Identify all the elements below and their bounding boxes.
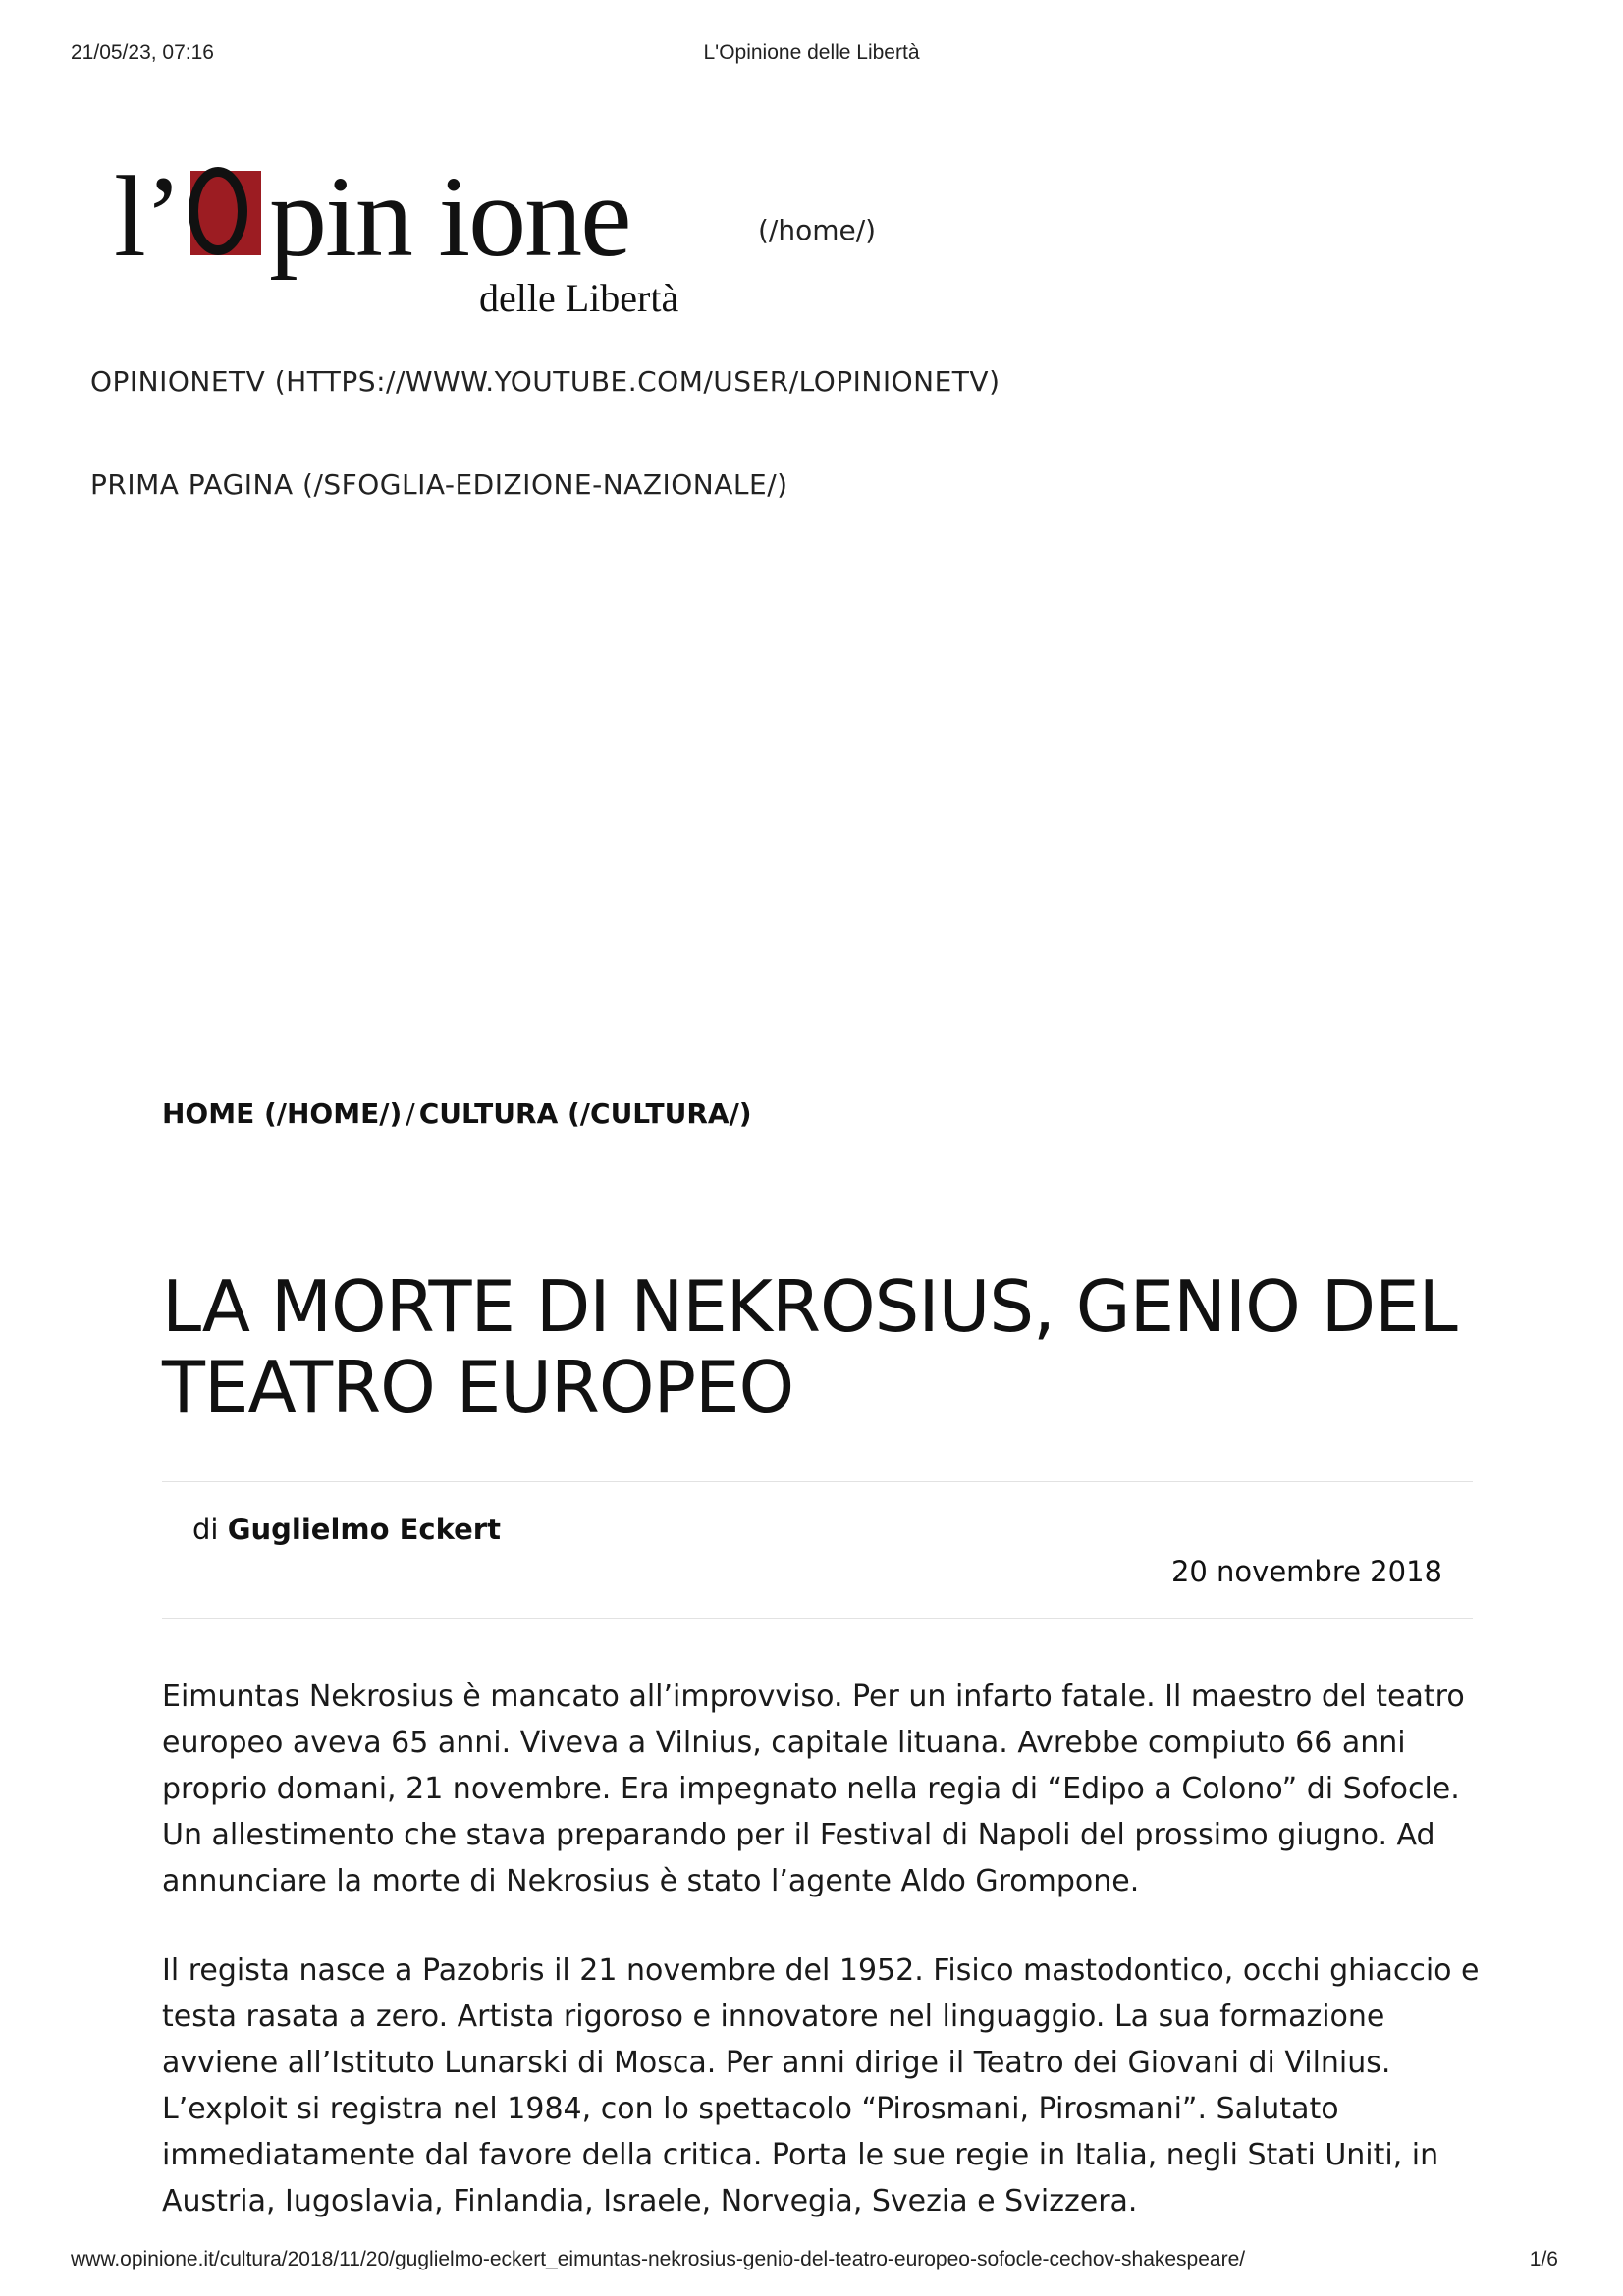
breadcrumb-section[interactable]: CULTURA (/CULTURA/) xyxy=(418,1097,752,1130)
logo-prefix: l’ xyxy=(114,152,182,281)
print-header-title: L'Opinione delle Libertà xyxy=(703,41,920,64)
article-paragraph: Il regista nasce a Pazobris il 21 novembre del 1952. Fisico mastodontico, occhi ghiaccio e testa rasata a zero. Artista rigoroso e innovatore nel linguaggio. La sua formazione avviene all’Istituto Lunarski di Mosca. Per anni dirige il Teatro dei Giovani di Vilnius. L’exploit si registra nel 1984, con lo spettacolo “Pirosmani, Pirosmani”. Salutato immediatamente dal favore della critica. Porta le sue regie in Italia, negli Stati Uniti, in Austria, Iugoslavia, Finlandia, Israele, Norvegia, Svezia e Svizzera. xyxy=(162,1953,1480,2218)
divider-top xyxy=(162,1481,1473,1482)
breadcrumb-home[interactable]: HOME (/HOME/) xyxy=(162,1097,403,1130)
logo-subtitle: delle Libertà xyxy=(479,276,679,320)
author-name: Guglielmo Eckert xyxy=(227,1513,501,1546)
logo-wordmark xyxy=(114,152,630,281)
article-title: LA MORTE DI NEKROSIUS, GENIO DEL TEATRO EUROPEO xyxy=(162,1265,1457,1428)
logo-o-mark xyxy=(183,165,267,259)
logo-home-link[interactable]: (/home/) xyxy=(758,214,877,246)
site-logo[interactable] xyxy=(114,152,742,320)
byline-prefix: di xyxy=(192,1513,219,1546)
article-paragraph: Eimuntas Nekrosius è mancato all’improvviso. Per un infarto fatale. Il maestro del teatro europeo aveva 65 anni. Viveva a Vilnius, capitale lituana. Avrebbe compiuto 66 anni proprio domani, 21 novembre. Era impegnato nella regia di “Edipo a Colono” di Sofocle. Un allestimento che stava preparando per il Festival di Napoli del prossimo giugno. Ad annunciare la morte di Nekrosius è stato l’agente Aldo Grompone. xyxy=(162,1680,1465,1898)
byline xyxy=(192,1513,501,1546)
nav-item-opinionetv[interactable]: OPINIONETV (HTTPS://WWW.YOUTUBE.COM/USER/LOPINIONETV) xyxy=(90,365,1001,398)
breadcrumb-separator: / xyxy=(406,1097,415,1130)
divider-bottom xyxy=(162,1618,1473,1619)
print-footer-page: 1/6 xyxy=(1529,2248,1558,2270)
breadcrumb xyxy=(162,1097,752,1130)
print-footer-url: www.opinione.it/cultura/2018/11/20/guglielmo-eckert_eimuntas-nekrosius-genio-del-teatro-europeo-sofocle-cechov-shakespeare/ xyxy=(71,2248,1246,2270)
nav-item-prima-pagina[interactable]: PRIMA PAGINA (/SFOGLIA-EDIZIONE-NAZIONALE/) xyxy=(90,468,788,501)
publish-date: 20 novembre 2018 xyxy=(1170,1555,1442,1588)
logo-suffix: pin ione xyxy=(269,152,630,281)
print-header-datetime: 21/05/23, 07:16 xyxy=(71,41,214,64)
